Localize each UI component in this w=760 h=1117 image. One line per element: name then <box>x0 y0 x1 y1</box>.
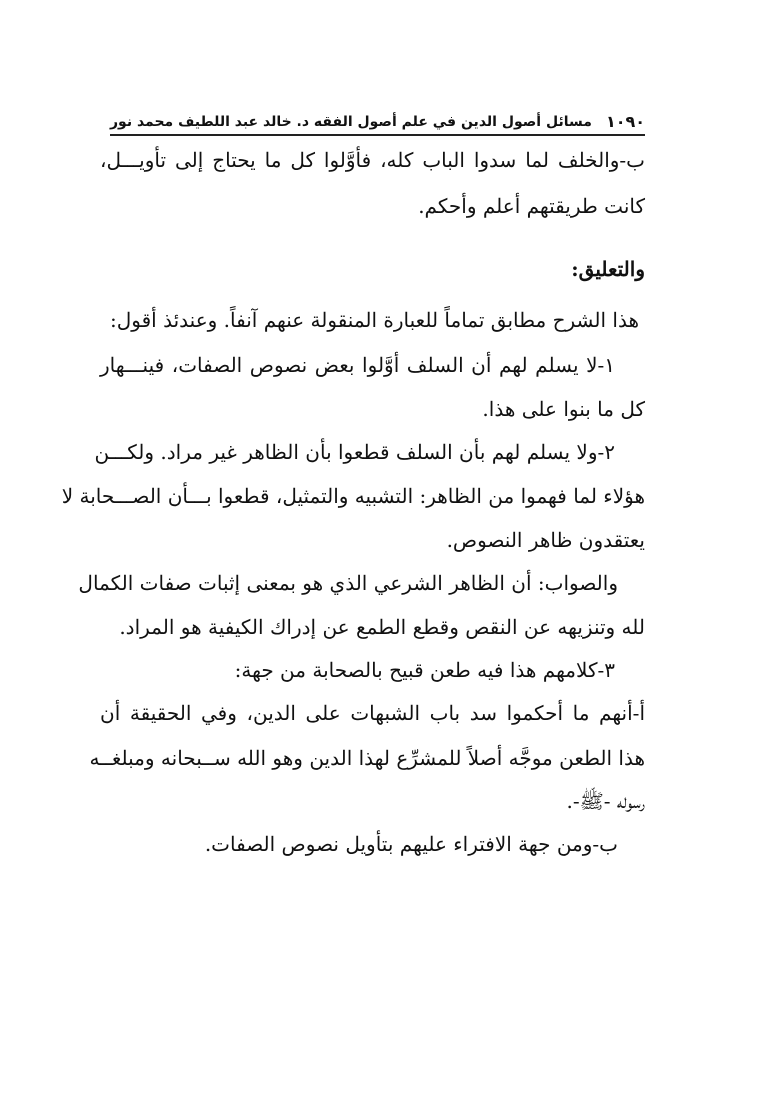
page-header <box>110 108 645 136</box>
text-line: ١-لا يسلم لهم أن السلف أوَّلوا بعض نصوص الصفات، فينـــهار <box>100 353 615 377</box>
section-heading: والتعليق: <box>571 257 645 281</box>
header-rule <box>110 134 645 136</box>
text-line: هذا الشرح مطابق تماماً للعبارة المنقولة عنهم آنفاً. وعندئذ أقول: <box>110 308 639 332</box>
text-line: ب-والخلف لما سدوا الباب كله، فأوَّلوا كل ما يحتاج إلى تأويـــل، <box>100 148 645 172</box>
text-line: ٣-كلامهم هذا فيه طعن قبيح بالصحابة من جهة: <box>234 658 615 682</box>
text-line: ب-ومن جهة الافتراء عليهم بتأويل نصوص الصفات. <box>204 832 618 856</box>
text-line: لله وتنزيهه عن النقص وقطع الطمع عن إدراك الكيفية هو المراد. <box>119 615 645 639</box>
text-line: كانت طريقتهم أعلم وأحكم. <box>418 194 645 218</box>
text-line: والصواب: أن الظاهر الشرعي الذي هو بمعنى إثبات صفات الكمال <box>78 571 618 595</box>
text-line: هذا الطعن موجَّه أصلاً للمشرِّع لهذا الدين وهو الله ســبحانه ومبلغــه <box>89 746 645 770</box>
text-line: هؤلاء لما فهموا من الظاهر: التشبيه والتمثيل، قطعوا بـــأن الصـــحابة لا <box>61 484 645 508</box>
running-title: مسائل أصول الدين في علم أصول الفقه د. خالد عبد اللطيف محمد نور <box>110 114 592 130</box>
text-line: أ-أنهم ما أحكموا سد باب الشبهات على الدين، وفي الحقيقة أن <box>100 701 645 725</box>
text-line: يعتقدون ظاهر النصوص. <box>446 528 645 552</box>
text-line: رسوله -ﷺ-. <box>566 789 645 813</box>
text-line: كل ما بنوا على هذا. <box>482 397 645 421</box>
text-line: ٢-ولا يسلم لهم بأن السلف قطعوا بأن الظاهر غير مراد. ولكـــن <box>94 440 615 464</box>
page-number: ١٠٩٠ <box>605 112 645 131</box>
